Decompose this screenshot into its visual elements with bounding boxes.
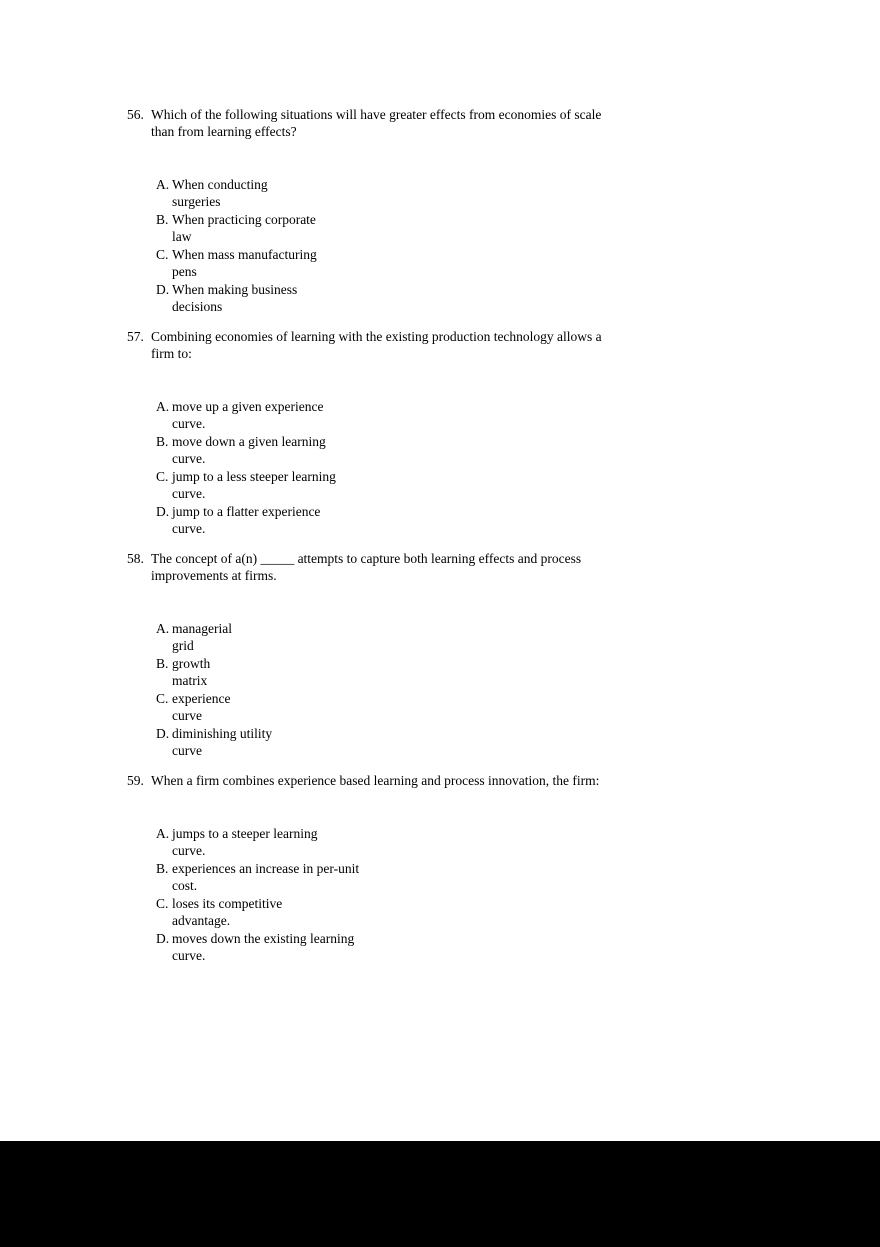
option-text-line: cost. [172,878,198,893]
option-label: A. [156,826,170,841]
question-head [127,328,687,362]
option-text-line: jumps to a steeper learning [172,826,318,841]
option-label: A. [156,177,170,192]
option-b [156,655,687,689]
option-b [156,860,687,894]
option-label: B. [156,434,169,449]
question-text-line: The concept of a(n) _____ attempts to capture both learning effects and process [151,551,582,566]
option-text [172,176,268,210]
question-58 [127,550,687,759]
option-text-line: experiences an increase in per-unit [172,861,360,876]
options-list [156,825,687,964]
question-59 [127,772,687,964]
option-a [156,620,687,654]
option-label: D. [156,726,170,741]
question-head [127,550,687,584]
option-text-line: When conducting [172,177,268,192]
option-a [156,398,687,432]
option-text [172,655,210,689]
option-text-line: jump to a flatter experience [172,504,321,519]
option-label: C. [156,896,169,911]
question-number: 56. [127,107,144,122]
option-text [172,860,359,894]
option-text [172,246,317,280]
option-text-line: advantage. [172,913,231,928]
option-label: D. [156,504,170,519]
option-text-line: move down a given learning [172,434,326,449]
footer-black-band [0,1141,880,1247]
option-text-line: growth [172,656,211,671]
option-b [156,433,687,467]
option-b [156,211,687,245]
question-number: 58. [127,551,144,566]
option-d [156,930,687,964]
option-a [156,825,687,859]
question-number: 57. [127,329,144,344]
option-text [172,211,316,245]
option-c [156,690,687,724]
option-label: C. [156,247,169,262]
question-text [151,328,687,362]
option-text [172,690,230,724]
option-text-line: decisions [172,299,223,314]
option-text [172,503,320,537]
option-label: C. [156,691,169,706]
option-text-line: grid [172,638,194,653]
option-text [172,620,232,654]
option-label: A. [156,621,170,636]
option-text [172,725,272,759]
option-text-line: curve. [172,486,206,501]
option-text [172,281,297,315]
option-text-line: experience [172,691,231,706]
option-label: D. [156,931,170,946]
option-label: B. [156,212,169,227]
option-text [172,433,326,467]
options-list [156,176,687,315]
option-text-line: curve. [172,948,206,963]
option-text-line: curve. [172,521,206,536]
option-text [172,930,354,964]
question-57 [127,328,687,537]
questions-column [127,106,687,977]
option-label: B. [156,656,169,671]
option-text-line: When mass manufacturing [172,247,317,262]
option-text-line: curve. [172,843,206,858]
option-text-line: curve [172,743,202,758]
option-text-line: curve. [172,451,206,466]
option-text-line: moves down the existing learning [172,931,355,946]
question-text-line: firm to: [151,346,192,361]
options-list [156,398,687,537]
question-text-line: Which of the following situations will have greater effects from economies of scale [151,107,602,122]
option-d [156,281,687,315]
option-text-line: loses its competitive [172,896,283,911]
question-text-line: than from learning effects? [151,124,297,139]
option-text-line: diminishing utility [172,726,273,741]
option-text-line: curve [172,708,202,723]
option-c [156,246,687,280]
question-head [127,772,687,789]
option-text-line: law [172,229,192,244]
option-text [172,825,317,859]
question-head [127,106,687,140]
option-text [172,895,282,929]
option-c [156,895,687,929]
option-text [172,398,323,432]
option-text-line: move up a given experience [172,399,324,414]
question-text [151,550,687,584]
question-text [151,106,687,140]
option-text-line: pens [172,264,197,279]
option-text-line: matrix [172,673,208,688]
option-label: A. [156,399,170,414]
option-a [156,176,687,210]
question-text-line: When a firm combines experience based learning and process innovation, the firm: [151,773,600,788]
question-text-line: improvements at firms. [151,568,277,583]
question-number: 59. [127,773,144,788]
option-text-line: curve. [172,416,206,431]
option-text [172,468,336,502]
option-c [156,468,687,502]
option-d [156,503,687,537]
option-text-line: When making business [172,282,298,297]
option-text-line: managerial [172,621,232,636]
options-list [156,620,687,759]
option-text-line: jump to a less steeper learning [172,469,336,484]
option-label: B. [156,861,169,876]
option-label: C. [156,469,169,484]
option-d [156,725,687,759]
question-56 [127,106,687,315]
question-text [151,772,687,789]
option-text-line: surgeries [172,194,221,209]
option-text-line: When practicing corporate [172,212,316,227]
question-text-line: Combining economies of learning with the existing production technology allows a [151,329,602,344]
option-label: D. [156,282,170,297]
